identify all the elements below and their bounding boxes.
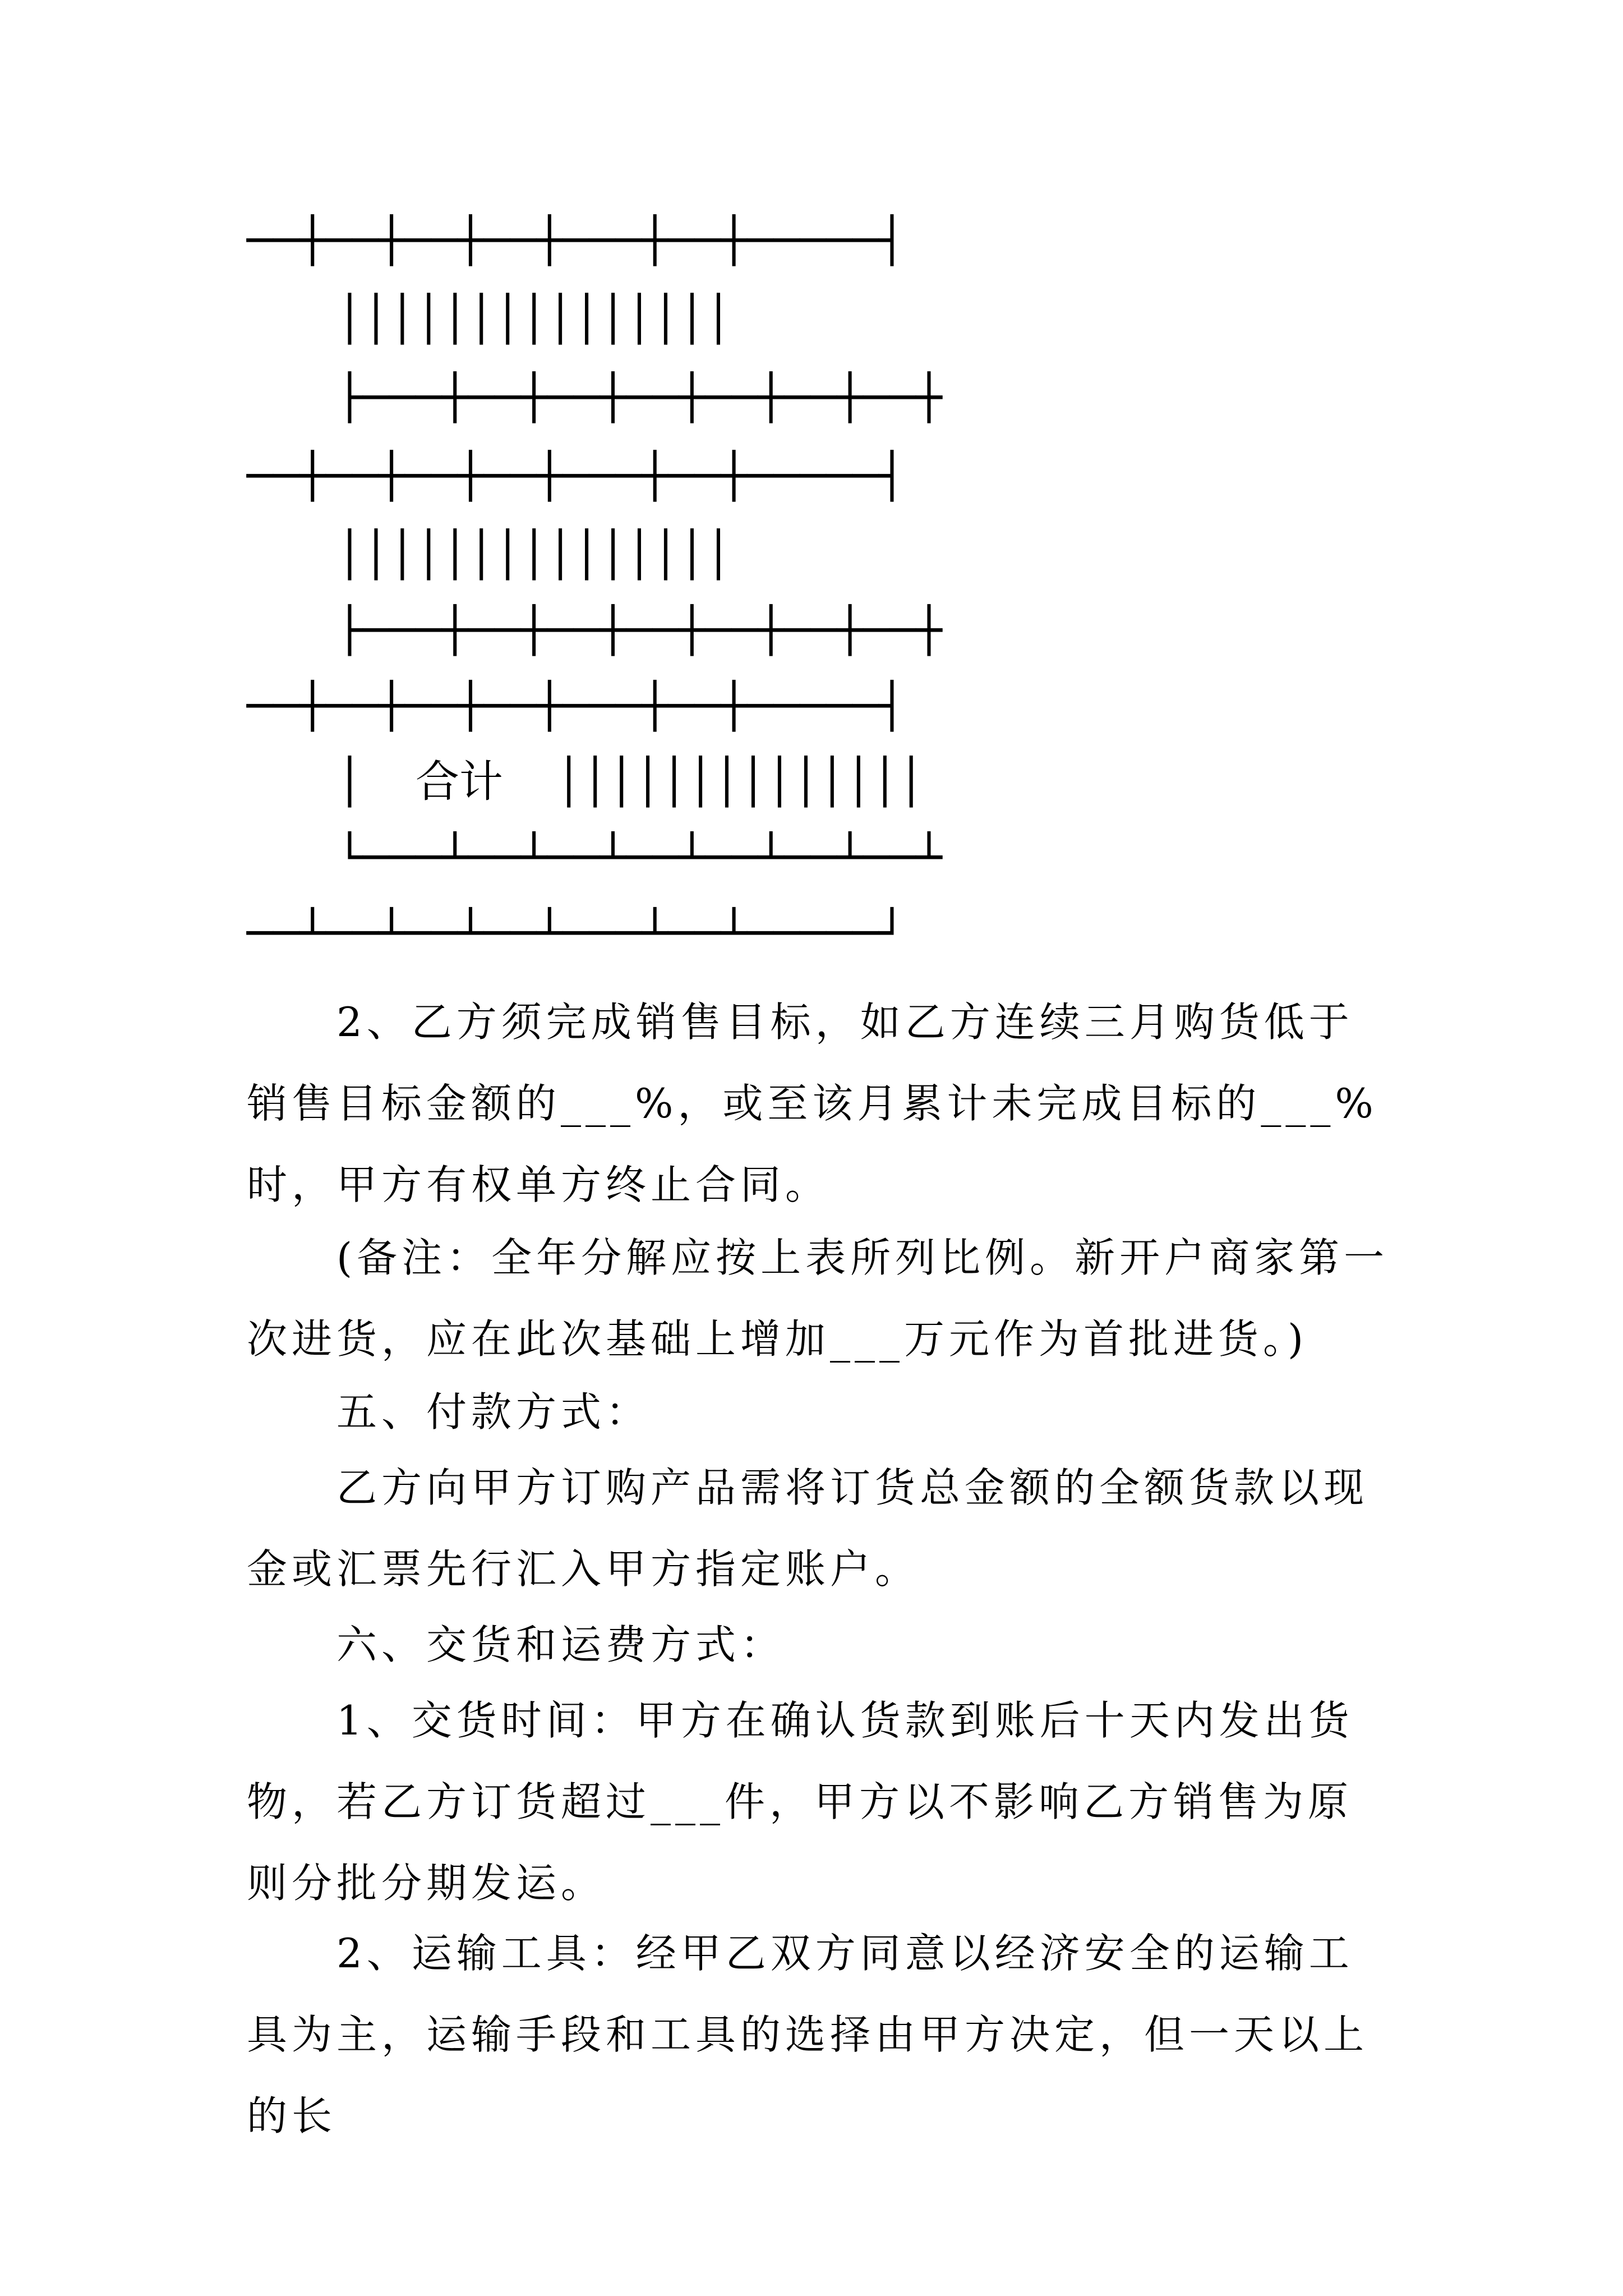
table-border-row: ──┼──┼──┼──┼───┼──┼─────┤ <box>247 215 905 266</box>
heading-delivery-freight: 六、交货和运费方式： <box>336 1621 786 1668</box>
table-border-row: └───┴──┴──┴──┴──┴──┴──┴ <box>336 832 943 883</box>
paragraph-payment: 乙方向甲方订购产品需将订货总金额的全额货款以现金或汇票先行汇入甲方指定账户。 <box>247 1464 1369 1593</box>
table-total-row: │ 合计 ││││││││││││││ <box>336 757 925 807</box>
paragraph-sales-target: 2、乙方须完成销售目标，如乙方连续三月购货低于销售目标金额的___%，或至该月累计未完成目标的___%时，甲方有权单方终止合同。 <box>247 999 1378 1208</box>
paragraph-transport: 2、运输工具：经甲乙双方同意以经济安全的运输工具为主，运输手段和工具的选择由甲方决定，但一天以上的长 <box>247 1930 1369 2139</box>
table-border-row: ──┼──┼──┼──┼───┼──┼─────┤ <box>247 681 905 731</box>
table-cell-row: │││││││││││││││ <box>336 294 732 344</box>
table-border-row: ──┴──┴──┴──┴───┴──┴─────┘ <box>247 908 905 959</box>
table-border-row: ├───┼──┼──┼──┼──┼──┼──┼ <box>336 372 943 423</box>
table-border-row: ├───┼──┼──┼──┼──┼──┼──┼ <box>336 605 943 656</box>
paragraph-note: (备注：全年分解应按上表所列比例。新开户商家第一次进货，应在此次基础上增加___万元作为首批进货。) <box>247 1234 1389 1363</box>
heading-payment-method: 五、付款方式： <box>336 1388 651 1435</box>
table-border-row: ──┼──┼──┼──┼───┼──┼─────┤ <box>247 451 905 501</box>
table-cell-row: │││││││││││││││ <box>336 530 732 580</box>
paragraph-delivery-time: 1、交货时间：甲方在确认货款到账后十天内发出货物，若乙方订货超过___件，甲方以不影响乙方销售为原则分批分期发运。 <box>247 1697 1354 1907</box>
